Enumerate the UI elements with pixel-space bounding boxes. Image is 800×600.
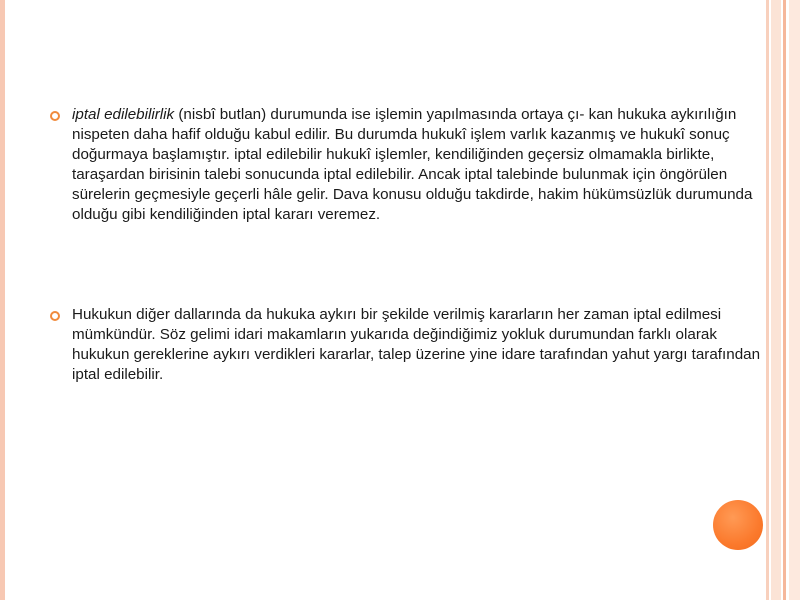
bullet-text: (nisbî butlan) durumunda ise işlemin yapılmasında ortaya çı- kan hukuka aykırılığın nispeten daha hafif olduğu kabul edilir. Bu durumda hukukî işlem varlık kazanmış ve hukukî sonuç doğurmaya başlamıştır. iptal edilebilir hukukî işlemler, kendiliğinden geçersiz olmamakla birlikte, taraşardan birisinin talebi sonucunda iptal edilebilir. Ancak iptal talebinde bulunmak için öngörülen sürelerin geçmesiyle geçerli hâle gelir. Dava konusu olduğu takdirde, hakim hükümsüzlük durumunda olduğu gibi kendiliğinden iptal kararı veremez. xyxy=(72,106,753,223)
circle-bullet-icon xyxy=(50,311,60,321)
right-stripe-decoration xyxy=(783,0,786,600)
right-stripe-decoration xyxy=(789,0,800,600)
orange-circle-decoration xyxy=(713,500,763,550)
bullet-item xyxy=(48,305,772,385)
circle-bullet-icon xyxy=(50,111,60,121)
right-stripe-decoration xyxy=(771,0,781,600)
slide-body xyxy=(48,105,772,385)
bullet-term: iptal edilebilirlik xyxy=(72,106,175,123)
left-border-decoration xyxy=(0,0,5,600)
bullet-item xyxy=(48,105,772,225)
bullet-text: Hukukun diğer dallarında da hukuka aykırı bir şekilde verilmiş kararların her zaman iptal edilmesi mümkündür. Söz gelimi idari makamların yukarıda değindiğimiz yokluk durumundan farklı olarak hukukun gereklerine aykırı verdikleri kararlar, talep üzerine yine idare tarafından yahut yargı tarafından iptal edilebilir. xyxy=(72,306,761,383)
